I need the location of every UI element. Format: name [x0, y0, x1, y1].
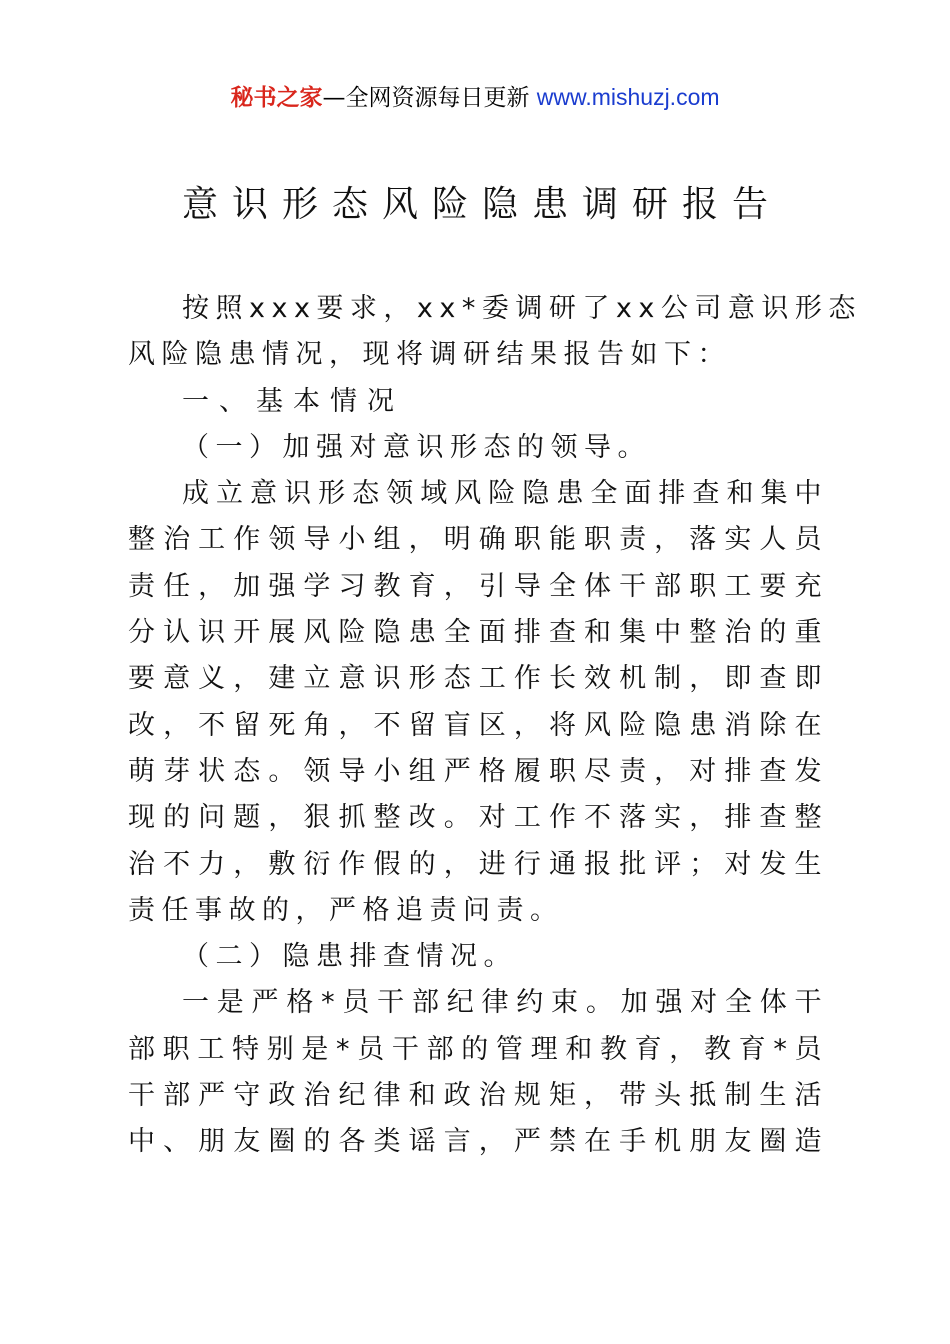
paragraph-line: 部职工特别是*员干部的管理和教育，教育*员: [128, 1033, 828, 1065]
paragraph-line: 中、朋友圈的各类谣言，严禁在手机朋友圈造: [128, 1126, 828, 1158]
paragraph-line: 按照xxx要求，xx*委调研了xx公司意识形态: [182, 293, 862, 324]
paragraph-line: 干部严守政治纪律和政治规矩，带头抵制生活: [128, 1080, 828, 1112]
paragraph-line: 整治工作领导小组，明确职能职责，落实人员: [128, 524, 828, 556]
paragraph-line: 要意义，建立意识形态工作长效机制，即查即: [128, 663, 828, 695]
paragraph-line: 治不力，敷衍作假的，进行通报批评；对发生: [128, 848, 828, 880]
subsection-heading: [128, 934, 828, 980]
heading-text: 一、基本情况: [182, 385, 404, 417]
heading-text: （一）加强对意识形态的领导。: [182, 431, 651, 463]
document-body: [128, 286, 862, 1166]
subsection-heading: [128, 425, 828, 471]
body-paragraph: [128, 471, 828, 934]
paragraph-line: 风险隐患情况，现将调研结果报告如下：: [128, 339, 731, 371]
paragraph-line: 分认识开展风险隐患全面排查和集中整治的重: [128, 617, 828, 649]
paragraph-line: 责任事故的，严格追责问责。: [128, 894, 564, 926]
intro-paragraph: [128, 286, 862, 379]
heading-text: （二）隐患排查情况。: [182, 941, 517, 973]
body-paragraph: [128, 980, 828, 1165]
paragraph-line: 萌芽状态。领导小组严格履职尽责，对排查发: [128, 755, 828, 787]
section-heading: [128, 379, 828, 425]
document-title: 意识形态风险隐患调研报告: [181, 184, 782, 225]
paragraph-line: 改，不留死角，不留盲区，将风险隐患消除在: [128, 709, 828, 741]
paragraph-line: 一是严格*员干部纪律约束。加强对全体干: [182, 987, 828, 1019]
site-tagline: —全网资源每日更新: [322, 85, 530, 111]
paragraph-line: 现的问题，狠抓整改。对工作不落实，排查整: [128, 802, 828, 834]
site-header: [0, 82, 950, 113]
site-brand: 秘书之家: [230, 85, 323, 111]
paragraph-line: 成立意识形态领域风险隐患全面排查和集中: [182, 478, 828, 510]
paragraph-line: 责任，加强学习教育，引导全体干部职工要充: [128, 570, 828, 602]
site-url-link[interactable]: www.mishuzj.com: [536, 84, 720, 110]
